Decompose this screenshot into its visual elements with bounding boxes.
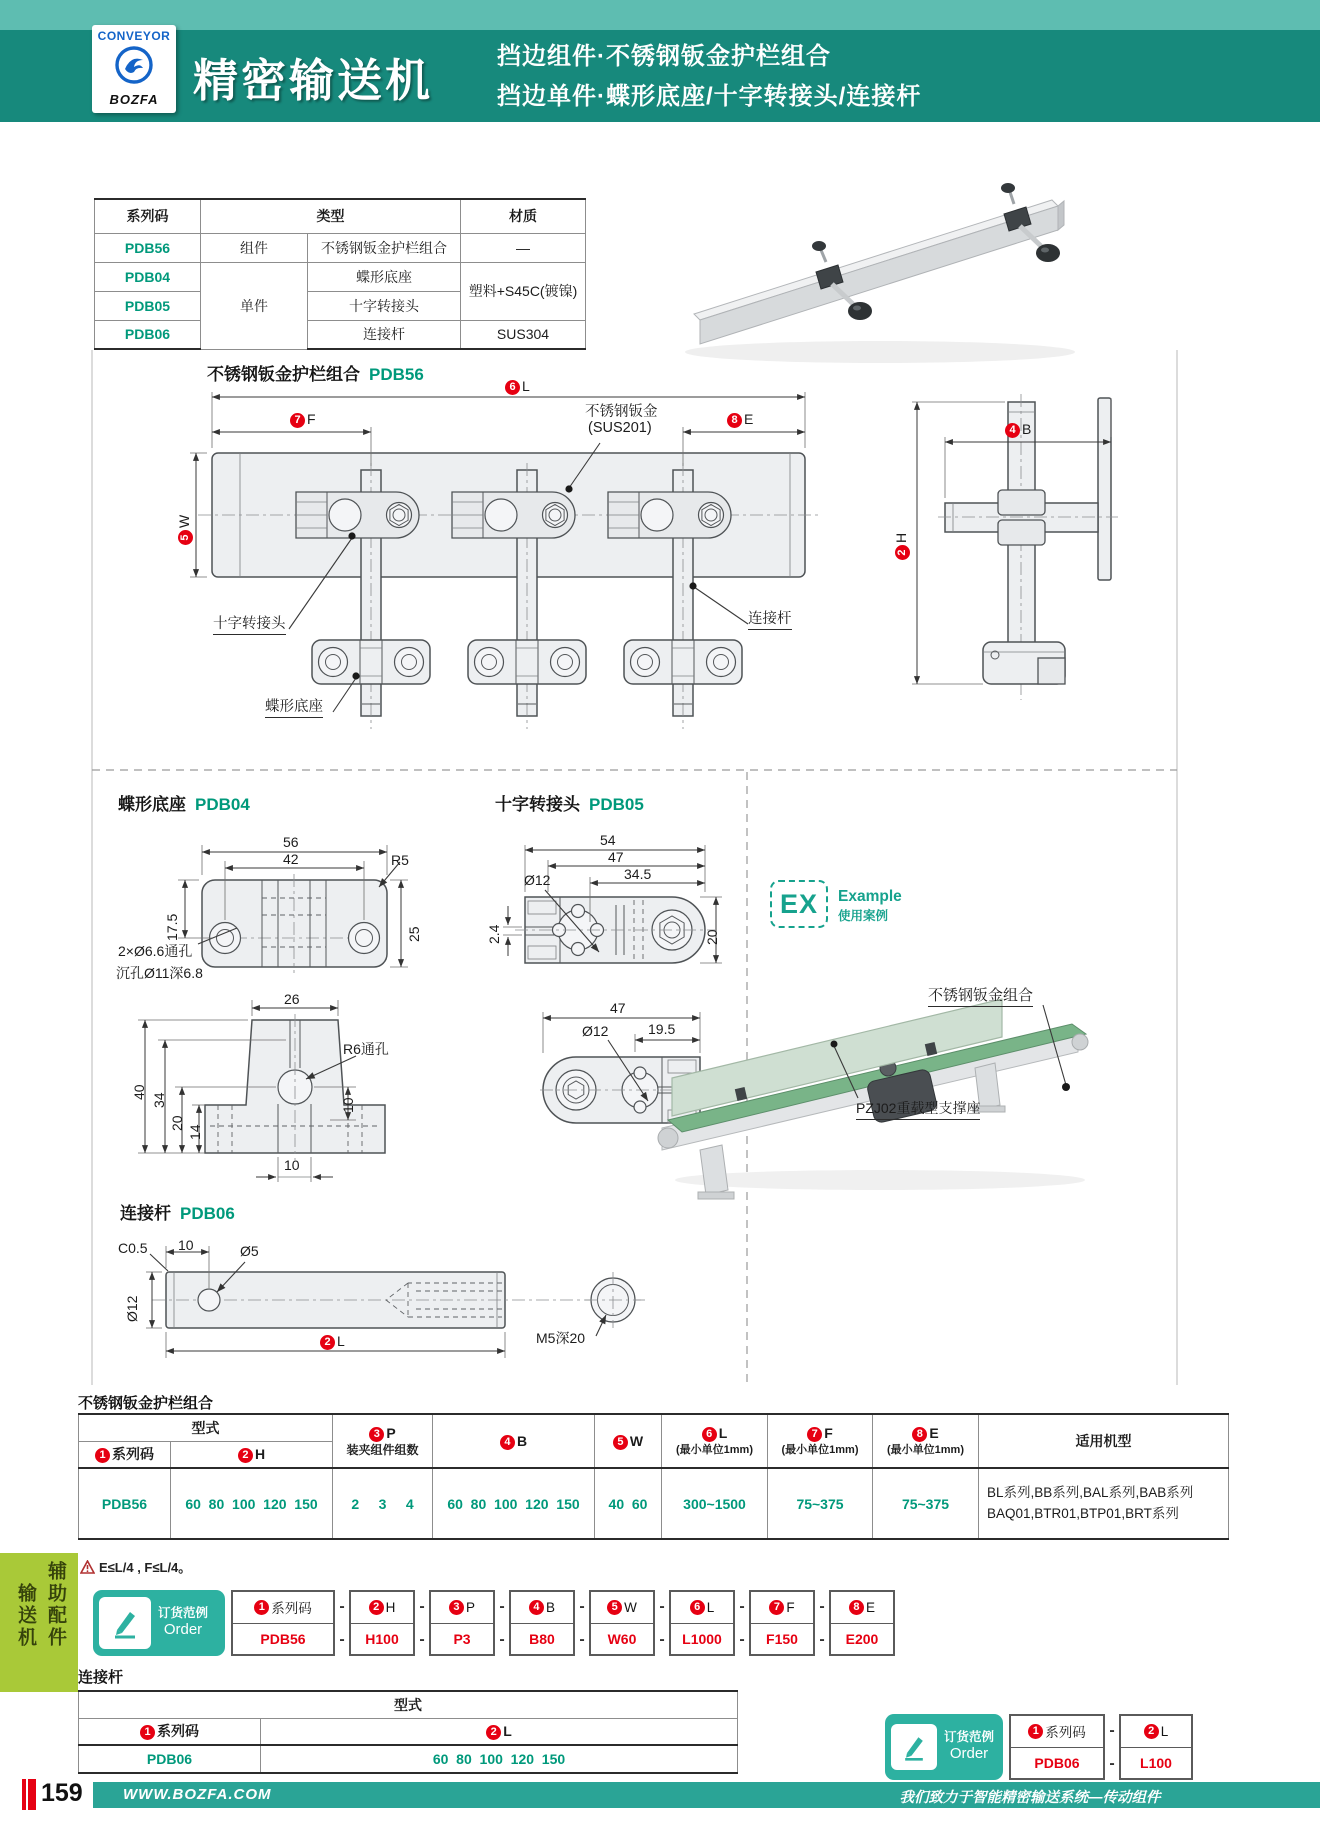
- dim-14: 14: [187, 1124, 203, 1140]
- order-box-series: 1 系列码 PDB56: [231, 1590, 335, 1656]
- header-top-strip: [0, 0, 1320, 30]
- dim-C05: C0.5: [118, 1240, 148, 1256]
- dim-R5: R5: [391, 852, 409, 868]
- pdb04-front-view: [138, 1000, 385, 1182]
- footer-slogan: 我们致力于智能精密输送系统—传动组件: [899, 1790, 1161, 1806]
- spec-F-range: 75~375: [768, 1468, 873, 1539]
- rod-header-series: 1 系列码: [79, 1718, 261, 1745]
- pdb56-side-view: [912, 394, 1118, 700]
- dim-26: 26: [284, 991, 300, 1007]
- connecting-rod-callout: 连接杆: [748, 607, 792, 630]
- order-dash: - -: [819, 1597, 825, 1648]
- rod-series: PDB06: [79, 1745, 261, 1773]
- dim-dia5: Ø5: [240, 1243, 259, 1259]
- spec-header-F: 7 F (最小单位1mm): [768, 1414, 873, 1468]
- dim-R6: R6通孔: [343, 1041, 389, 1057]
- pdb05-code: PDB05: [589, 795, 644, 814]
- brand-conveyor-text: CONVEYOR: [97, 29, 171, 43]
- spec-L-range: 300~1500: [662, 1468, 768, 1539]
- dim-L-rod: 2 L: [320, 1333, 345, 1350]
- pdb56-code: PDB56: [369, 365, 424, 384]
- order-example-pdb06: [885, 1714, 1193, 1780]
- series-code: PDB05: [95, 291, 201, 320]
- rod-header-L: 2 L: [261, 1718, 738, 1745]
- order-badge: [93, 1590, 225, 1656]
- spec-header-W: 5 W: [595, 1414, 662, 1468]
- spec-header-B: 4 B: [433, 1414, 595, 1468]
- pdb05-drawing-title: 十字转接头 PDB05: [495, 795, 644, 814]
- spec-E-range: 75~375: [873, 1468, 979, 1539]
- constraint-note: [80, 1557, 191, 1576]
- type-cell: 连接杆: [308, 320, 461, 349]
- order-box-F: 7 F F150: [749, 1590, 815, 1656]
- spec-header-models: 适用机型: [979, 1414, 1229, 1468]
- order-box-L: 6 L L1000: [669, 1590, 735, 1656]
- material-cell: —: [461, 233, 586, 262]
- type-cell: 十字转接头: [308, 291, 461, 320]
- rod-data-row: [79, 1745, 738, 1773]
- page-number-bar: [22, 1779, 26, 1810]
- dim-10-bottom: 10: [284, 1157, 300, 1173]
- iso-guardrail-3d: [685, 183, 1075, 363]
- series-code: PDB06: [95, 320, 201, 349]
- dim-19-5: 19.5: [648, 1021, 676, 1037]
- dim-25: 25: [406, 926, 422, 942]
- cross-connector-callout: 十字转接头: [213, 612, 286, 635]
- series-code: PDB56: [95, 233, 201, 262]
- dim-dia12b: Ø12: [582, 1023, 609, 1039]
- col-header-type: 类型: [201, 199, 461, 233]
- order-badge-cn: 订货范例: [944, 1729, 995, 1744]
- dim-40: 40: [131, 1084, 147, 1100]
- spec-header-P: 3 P 装夹组件组数: [333, 1414, 433, 1468]
- spec-header-series: 1 系列码: [79, 1441, 171, 1468]
- hole-callout-2: 沉孔Ø11深6.8: [116, 965, 203, 981]
- pdb04-drawing-title: 蝶形底座 PDB04: [118, 795, 250, 814]
- group-cell: 组件: [201, 233, 308, 262]
- page-number-bar: [28, 1779, 36, 1810]
- dim-47: 47: [608, 849, 624, 865]
- spec-models: BL系列,BB系列,BAL系列,BAB系列 BAQ01,BTR01,BTP01,BRT系列: [979, 1468, 1229, 1539]
- order-dash: - -: [419, 1597, 425, 1648]
- dim-label-W: 5W: [176, 515, 193, 545]
- sheet-metal-grade-label: (SUS201): [588, 420, 652, 436]
- dim-M5: M5深20: [536, 1330, 586, 1346]
- example-badge: EX: [770, 880, 828, 928]
- rod-section-title: 连接杆: [78, 1669, 124, 1686]
- rod-type-header: 型式: [79, 1691, 738, 1718]
- rod-table: [78, 1690, 738, 1774]
- dim-54: 54: [600, 832, 616, 848]
- order-box-series: 1 系列码 PDB06: [1009, 1714, 1105, 1780]
- footer-url: WWW.BOZFA.COM: [123, 1786, 272, 1803]
- pdb06-drawing-title: 连接杆 PDB06: [120, 1204, 235, 1223]
- order-dash: - -: [739, 1597, 745, 1648]
- header-subtitle-2: 挡边单件·蝶形底座/十字转接头/连接杆: [497, 83, 922, 110]
- brand-logo: [92, 25, 176, 113]
- page-title: 精密输送机: [193, 55, 434, 106]
- order-dash: - -: [1109, 1721, 1115, 1772]
- order-box-W: 5 W W60: [589, 1590, 655, 1656]
- spec-header-E: 8 E (最小单位1mm): [873, 1414, 979, 1468]
- pdb56-front-view: [190, 392, 818, 729]
- type-cell: 蝶形底座: [308, 262, 461, 291]
- pdb04-code: PDB04: [195, 795, 250, 814]
- dim-20: 20: [169, 1115, 185, 1131]
- butterfly-base-callout: 蝶形底座: [265, 695, 323, 718]
- pencil-icon: [99, 1597, 151, 1649]
- hole-callout-1: 2×Ø6.6通孔: [118, 943, 193, 959]
- dim-17-5: 17.5: [164, 913, 180, 941]
- spec-P-values: 2 3 4: [333, 1468, 433, 1539]
- dim-20-right: 20: [704, 929, 720, 945]
- order-badge-en: Order: [163, 1621, 203, 1639]
- dim-10: 10: [178, 1237, 194, 1253]
- group-cell: 单件: [201, 262, 308, 349]
- pdb56-title-text: 不锈钢钣金护栏组合: [207, 365, 360, 384]
- dim-dia12-rod: Ø12: [124, 1295, 140, 1322]
- example-label-en: Example: [838, 888, 902, 905]
- assembly-callout: 不锈钢钣金组合: [928, 984, 1033, 1007]
- spec-table: [78, 1413, 1229, 1540]
- sidebar-tab-line1: 辅助配件: [45, 1561, 66, 1649]
- order-box-B: 4 B B80: [509, 1590, 575, 1656]
- rod-L-values: 60 80 100 120 150: [261, 1745, 738, 1773]
- spec-data-row: [79, 1468, 1229, 1539]
- dim-label-B: 4 B: [1005, 421, 1031, 438]
- dim-label-H: 2H: [893, 533, 910, 560]
- sidebar-tab-line2: 输送机: [15, 1583, 36, 1649]
- header-subtitle-1: 挡边组件·不锈钢钣金护栏组合: [497, 43, 831, 70]
- type-cell: 不锈钢钣金护栏组合: [308, 233, 461, 262]
- dim-label-E: 8 E: [727, 411, 753, 428]
- spec-B-values: 60 80 100 120 150: [433, 1468, 595, 1539]
- spec-section-title: 不锈钢钣金护栏组合: [78, 1395, 214, 1412]
- dim-42: 42: [283, 851, 299, 867]
- order-dash: - -: [499, 1597, 505, 1648]
- brand-bozfa-text: BOZFA: [109, 92, 159, 107]
- order-dash: - -: [659, 1597, 665, 1648]
- material-cell: 塑料+S45C(镀镍): [461, 262, 586, 320]
- order-badge-cn: 订货范例: [158, 1605, 209, 1620]
- spec-type-header: 型式: [79, 1414, 333, 1441]
- order-dash: - -: [579, 1597, 585, 1648]
- warning-icon: [80, 1560, 95, 1574]
- dim-label-F: 7 F: [290, 411, 316, 428]
- spec-W-values: 40 60: [595, 1468, 662, 1539]
- sidebar-category-tab: [0, 1553, 78, 1692]
- order-example-pdb56: [93, 1590, 895, 1656]
- spec-header-H: 2 H: [171, 1441, 333, 1468]
- note-text: E≤L/4 , F≤L/4。: [99, 1560, 192, 1575]
- bozfa-globe-icon: [112, 43, 156, 87]
- pdb56-drawing-title: [207, 360, 424, 385]
- order-box-E: 8 E E200: [829, 1590, 895, 1656]
- material-cell: SUS304: [461, 320, 586, 349]
- pdb06-code: PDB06: [180, 1204, 235, 1223]
- dim-label-L: 6 L: [505, 378, 530, 395]
- col-header-material: 材质: [461, 199, 586, 233]
- spec-header-L: 6 L (最小单位1mm): [662, 1414, 768, 1468]
- order-badge: [885, 1714, 1003, 1780]
- order-box-L: 2 L L100: [1119, 1714, 1193, 1780]
- dim-56: 56: [283, 834, 299, 850]
- dim-34-5: 34.5: [624, 866, 652, 882]
- spec-series: PDB56: [79, 1468, 171, 1539]
- order-box-P: 3 P P3: [429, 1590, 495, 1656]
- dim-2-4: 2.4: [486, 924, 502, 944]
- dim-dia12: Ø12: [524, 872, 551, 888]
- series-code: PDB04: [95, 262, 201, 291]
- spec-H-values: 60 80 100 120 150: [171, 1468, 333, 1539]
- support-callout: PZJ02重载型支撑座: [856, 1098, 980, 1120]
- order-box-H: 2 H H100: [349, 1590, 415, 1656]
- dim-34: 34: [151, 1092, 167, 1108]
- pencil-icon: [891, 1724, 937, 1770]
- page-number: 159: [41, 1779, 83, 1807]
- order-dash: - -: [339, 1597, 345, 1648]
- order-badge-en: Order: [949, 1745, 989, 1763]
- sheet-metal-label: 不锈钢钣金: [585, 404, 658, 420]
- dim-10-right: 10: [340, 1097, 356, 1113]
- dim-47b: 47: [610, 1000, 626, 1016]
- example-label-cn: 使用案例: [838, 909, 889, 923]
- col-header-series: 系列码: [95, 199, 201, 233]
